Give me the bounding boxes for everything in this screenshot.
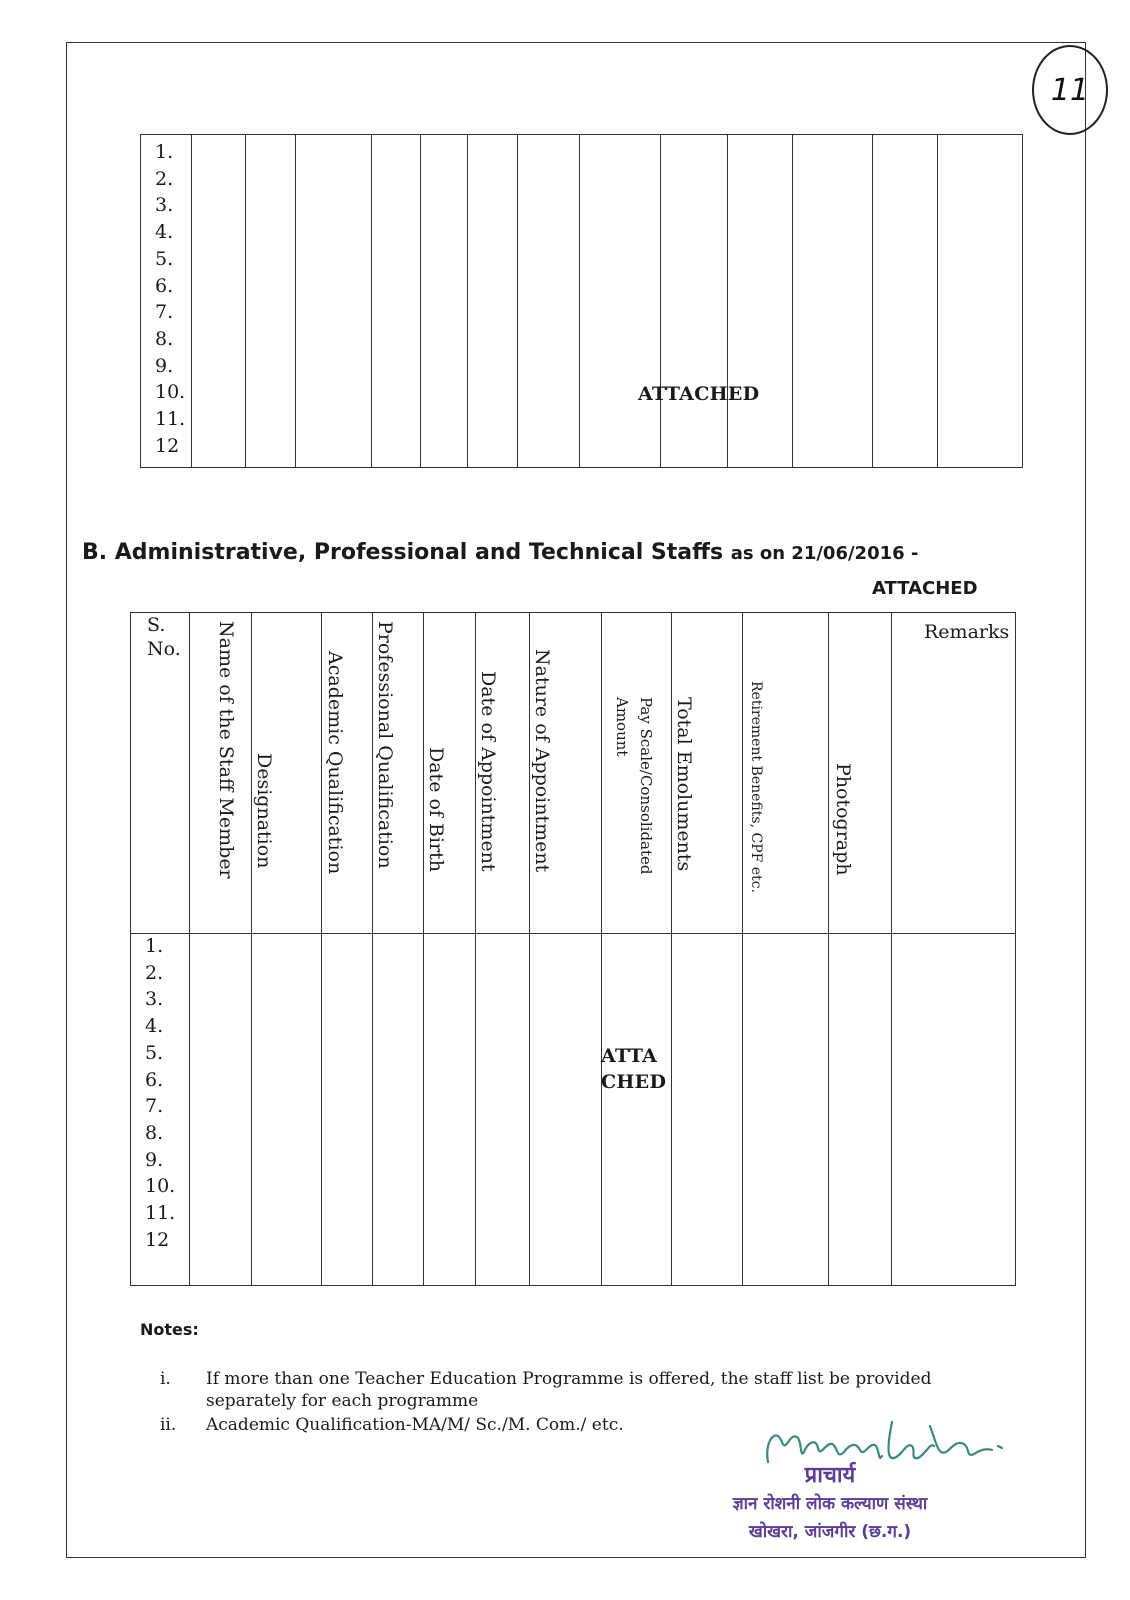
note-text: Academic Qualification-MA/M/ Sc./M. Com./ etc. (206, 1415, 624, 1435)
table-column-line (371, 135, 372, 467)
attached-label-line: CHED (601, 1071, 667, 1093)
header-remarks: Remarks (924, 621, 1010, 643)
serial-number-list (155, 139, 185, 459)
table-column-line (529, 613, 530, 1285)
table-column-line (517, 135, 518, 467)
serial-number: 10. (155, 381, 186, 404)
attached-label-line: ATTA (601, 1045, 658, 1067)
serial-number: 5. (155, 247, 174, 270)
table-column-line (251, 613, 252, 1285)
table-column-line (321, 613, 322, 1285)
header-photograph: Photograph (832, 763, 854, 876)
section-b-attached: ATTACHED (872, 578, 978, 599)
header-nature-of-appointment: Nature of Appointment (531, 649, 553, 873)
serial-number: 8. (145, 1121, 164, 1144)
section-b-title: B. Administrative, Professional and Technical Staffs (82, 540, 724, 565)
header-total-emoluments: Total Emoluments (673, 697, 695, 872)
notes-title: Notes: (140, 1320, 199, 1339)
serial-number-list (145, 933, 175, 1253)
table-column-line (792, 135, 793, 467)
note-number: ii. (160, 1415, 177, 1435)
note-number: i. (160, 1369, 171, 1389)
header-designation: Designation (253, 753, 275, 869)
serial-number: 1. (155, 141, 174, 163)
header-academic-qualification: Academic Qualification (324, 651, 346, 875)
header-professional-qualification: Professional Qualification (374, 621, 396, 869)
table-column-line (828, 613, 829, 1285)
table-column-line (671, 613, 672, 1285)
table-column-line (579, 135, 580, 467)
serial-number: 2. (155, 167, 174, 190)
staff-table-continued (140, 134, 1023, 468)
sno-header-line: No. (147, 638, 181, 660)
table-column-line (245, 135, 246, 467)
table-column-line (891, 613, 892, 1285)
table-column-line (475, 613, 476, 1285)
sno-header-line: S. (147, 614, 166, 636)
table-column-line (189, 613, 190, 1285)
serial-number: 3. (145, 988, 164, 1011)
table-column-line (423, 613, 424, 1285)
serial-number: 3. (155, 194, 174, 217)
serial-number: 7. (145, 1095, 164, 1118)
header-pay-scale: Pay Scale/Consolidated Amount (613, 697, 655, 875)
serial-number: 1. (145, 935, 164, 957)
stamp-location: खोखरा, जांजगीर (छ.ग.) (748, 1522, 912, 1542)
serial-number: 2. (145, 961, 164, 984)
serial-number: 8. (155, 327, 174, 350)
section-b-heading (82, 540, 918, 565)
serial-number: 11. (155, 408, 186, 431)
header-date-of-birth: Date of Birth (425, 747, 447, 872)
page-number: 11 (1032, 45, 1108, 135)
serial-number: 9. (155, 354, 174, 377)
stamp-institution: ज्ञान रोशनी लोक कल्याण संस्था (732, 1494, 928, 1514)
table-column-line (295, 135, 296, 467)
table-column-line (727, 135, 728, 467)
attached-label (601, 1043, 666, 1095)
serial-number: 7. (155, 301, 174, 324)
section-b-date: as on 21/06/2016 - (730, 543, 919, 564)
official-stamp (700, 1462, 960, 1546)
table-column-line (601, 613, 602, 1285)
serial-number: 12 (145, 1228, 170, 1251)
table-column-line (372, 613, 373, 1285)
note-text: If more than one Teacher Education Programme is offered, the staff list be provided separately for each programme (206, 1369, 932, 1411)
table-column-line (420, 135, 421, 467)
serial-number: 4. (155, 221, 174, 244)
table-column-line (742, 613, 743, 1285)
serial-number: 6. (145, 1068, 164, 1091)
table-column-line (872, 135, 873, 467)
serial-number: 5. (145, 1041, 164, 1064)
table-column-line (660, 135, 661, 467)
header-divider (131, 933, 1015, 934)
header-staff-name: Name of the Staff Member (215, 621, 237, 879)
serial-number: 10. (145, 1175, 176, 1198)
serial-number: 6. (155, 274, 174, 297)
table-column-line (937, 135, 938, 467)
staff-table (130, 612, 1016, 1286)
serial-number: 4. (145, 1015, 164, 1038)
serial-number: 11. (145, 1202, 176, 1225)
table-column-line (467, 135, 468, 467)
header-retirement-benefits: Retirement Benefits, CPF etc. (748, 681, 764, 893)
sno-header (147, 613, 181, 661)
attached-label: ATTACHED (638, 383, 760, 405)
stamp-title: प्राचार्य (804, 1463, 856, 1488)
table-column-line (191, 135, 192, 467)
serial-number: 9. (145, 1148, 164, 1171)
serial-number: 12 (155, 434, 180, 457)
header-date-of-appointment: Date of Appointment (477, 671, 499, 872)
